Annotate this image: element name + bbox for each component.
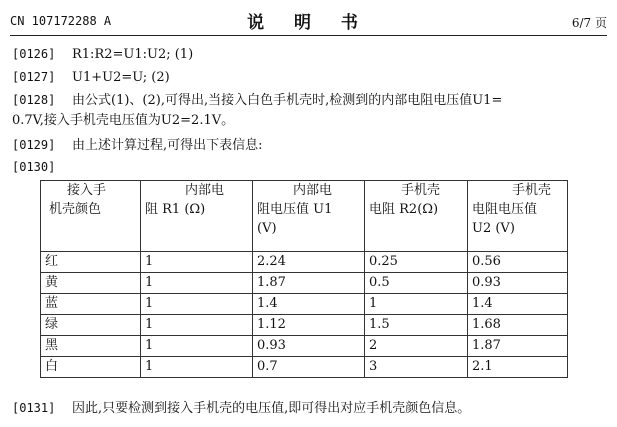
document-title: 说 明 书: [247, 13, 370, 33]
paragraph-0128: [12, 90, 612, 131]
paragraph-text-continued: 0.7V,接入手机壳电压值为U2=2.1V。: [12, 113, 235, 128]
paragraph-0129: [12, 135, 612, 156]
paragraph-text: 由公式(1)、(2),可得出,当接入白色手机壳时,检测到的内部电阻电压值U1=: [72, 93, 503, 108]
cell-color: 绿: [41, 315, 141, 336]
paragraph-0127: [12, 67, 612, 88]
header-rule: [10, 35, 607, 36]
paragraph-number: [0128]: [12, 93, 56, 107]
header-case-color: 接入手 机壳颜色: [41, 181, 141, 252]
color-resistance-table: [40, 180, 568, 378]
cell-r2: 0.25: [365, 252, 468, 273]
cell-color: 白: [41, 357, 141, 378]
paragraph-0126: [12, 44, 612, 65]
header-internal-r1: 内部电 阻 R1 (Ω): [141, 181, 253, 252]
cell-u1: 1.87: [253, 273, 365, 294]
paragraph-text: 因此,只要检测到接入手机壳的电压值,即可得出对应手机壳颜色信息。: [72, 401, 471, 416]
cell-r1: 1: [141, 273, 253, 294]
cell-r1: 1: [141, 252, 253, 273]
cell-u1: 1.4: [253, 294, 365, 315]
cell-r1: 1: [141, 294, 253, 315]
cell-u1: 1.12: [253, 315, 365, 336]
table-header-row: [41, 181, 568, 252]
cell-u2: 0.56: [468, 252, 568, 273]
cell-u1: 0.93: [253, 336, 365, 357]
publication-number: CN 107172288 A: [10, 14, 112, 28]
table-row: [41, 273, 568, 294]
cell-u2: 1.4: [468, 294, 568, 315]
cell-r2: 3: [365, 357, 468, 378]
paragraph-number: [0131]: [12, 401, 56, 415]
cell-color: 黑: [41, 336, 141, 357]
cell-r2: 2: [365, 336, 468, 357]
paragraph-text: 由上述计算过程,可得出下表信息:: [72, 138, 263, 153]
paragraph-0130: [12, 157, 612, 178]
table-row: [41, 357, 568, 378]
cell-u1: 0.7: [253, 357, 365, 378]
table-row: [41, 252, 568, 273]
header-case-u2: 手机壳 电阻电压值 U2 (V): [468, 181, 568, 252]
cell-color: 红: [41, 252, 141, 273]
cell-u2: 0.93: [468, 273, 568, 294]
header-internal-u1: 内部电 阻电压值 U1 (V): [253, 181, 365, 252]
cell-color: 蓝: [41, 294, 141, 315]
cell-color: 黄: [41, 273, 141, 294]
cell-u2: 2.1: [468, 357, 568, 378]
paragraph-number: [0129]: [12, 138, 56, 152]
cell-r1: 1: [141, 336, 253, 357]
table-row: [41, 336, 568, 357]
cell-u1: 2.24: [253, 252, 365, 273]
table-row: [41, 315, 568, 336]
cell-r1: 1: [141, 315, 253, 336]
cell-r2: 1.5: [365, 315, 468, 336]
page-header: [10, 8, 607, 32]
paragraph-0131: [12, 398, 612, 419]
cell-r1: 1: [141, 357, 253, 378]
paragraph-number: [0127]: [12, 70, 56, 84]
cell-r2: 1: [365, 294, 468, 315]
paragraph-number: [0126]: [12, 47, 56, 61]
cell-r2: 0.5: [365, 273, 468, 294]
cell-u2: 1.87: [468, 336, 568, 357]
cell-u2: 1.68: [468, 315, 568, 336]
paragraph-number: [0130]: [12, 160, 56, 174]
paragraph-text: U1+U2=U; (2): [72, 70, 170, 85]
table-row: [41, 294, 568, 315]
paragraph-text: R1:R2=U1:U2; (1): [72, 47, 194, 62]
page-number: 6/7 页: [571, 16, 607, 30]
header-case-r2: 手机壳 电阻 R2(Ω): [365, 181, 468, 252]
